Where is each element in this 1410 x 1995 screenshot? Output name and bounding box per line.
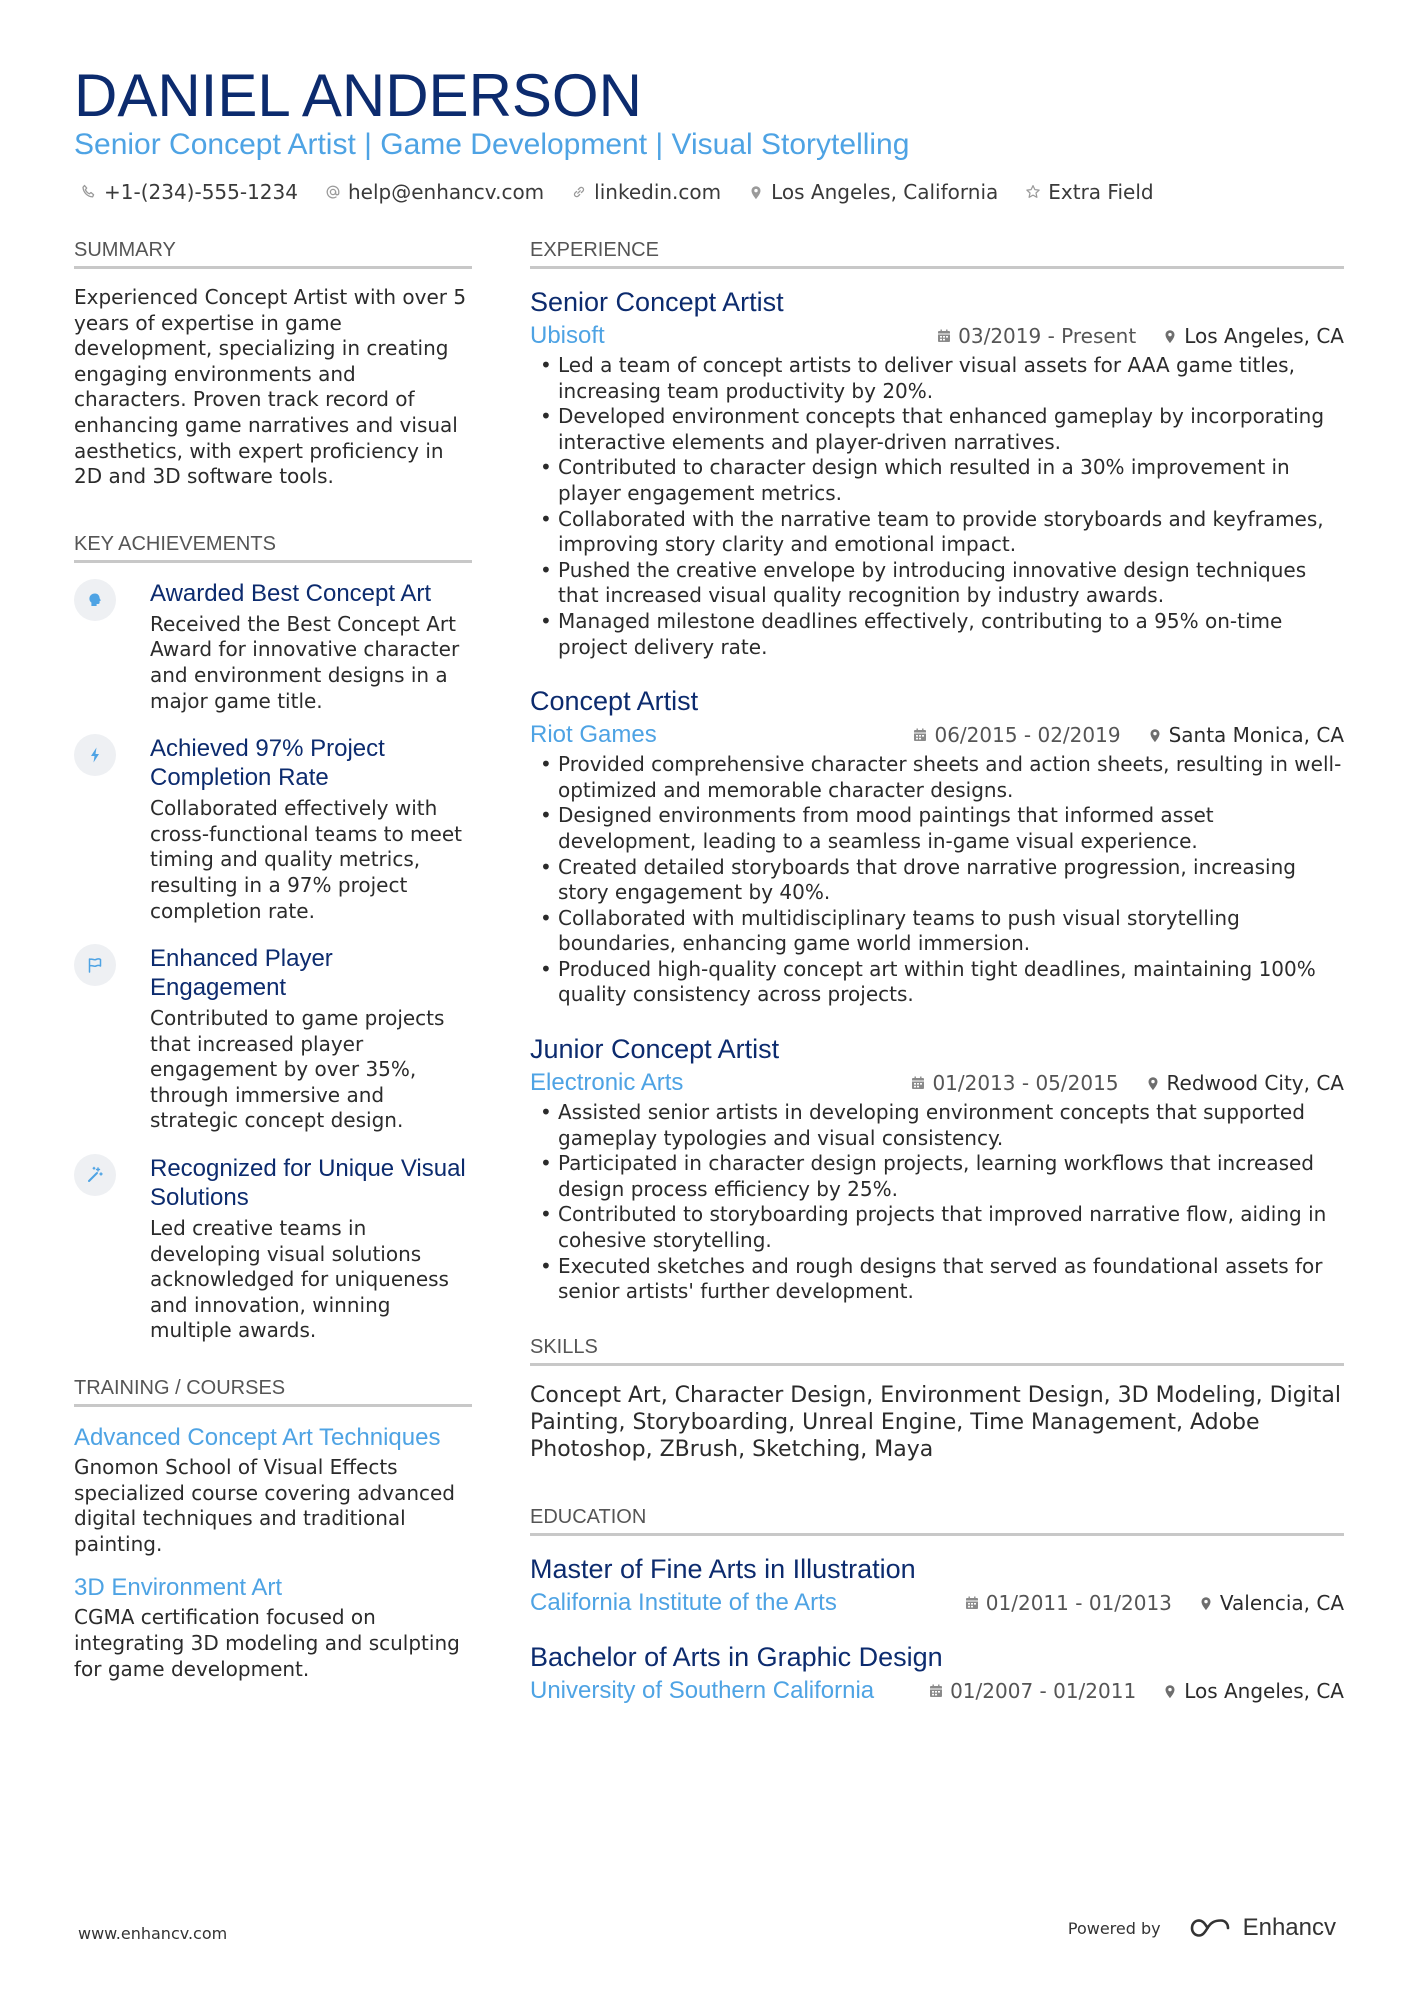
- bullet-item: • Developed environment concepts that enhanced gameplay by incorporating interactive elements and player-driven narratives.: [530, 404, 1344, 455]
- bullet-item: • Assisted senior artists in developing environment concepts that supported gameplay typologies and visual consistency.: [530, 1100, 1344, 1151]
- location-pin-icon: [1145, 1075, 1161, 1091]
- course-item: [74, 1423, 472, 1557]
- contact-bar: [80, 178, 1180, 206]
- calendar-icon: [910, 1075, 926, 1091]
- bullet-item: • Contributed to storyboarding projects that improved narrative flow, aiding in cohesive storytelling.: [530, 1202, 1344, 1253]
- bullet-item: • Provided comprehensive character sheets and action sheets, resulting in well-optimized and memorable character designs.: [530, 752, 1344, 803]
- job-location: Santa Monica, CA: [1168, 723, 1344, 748]
- training-section: [74, 1374, 472, 1682]
- location-pin-icon: [1198, 1595, 1214, 1611]
- experience-heading: EXPERIENCE: [530, 236, 1344, 269]
- bullet-item: • Collaborated with multidisciplinary teams to push visual storytelling boundaries, enhancing game world immersion.: [530, 906, 1344, 957]
- contact-linkedin-text: linkedin.com: [594, 180, 722, 204]
- brand-name: Enhancv: [1242, 1914, 1336, 1941]
- job-dates: 06/2015 - 02/2019: [934, 723, 1121, 748]
- achievement-title: Awarded Best Concept Art: [150, 579, 432, 607]
- education-entry: [530, 1552, 1344, 1620]
- degree-title: Bachelor of Arts in Graphic Design: [530, 1641, 943, 1672]
- education-dates: 01/2011 - 01/2013: [985, 1590, 1172, 1615]
- summary-section: [74, 236, 472, 490]
- bullet-item: • Participated in character design projects, learning workflows that increased design process efficiency by 25%.: [530, 1151, 1344, 1202]
- contact-linkedin[interactable]: [570, 180, 721, 204]
- course-title: Advanced Concept Art Techniques: [74, 1424, 441, 1452]
- summary-text: Experienced Concept Artist with over 5 years of expertise in game development, specializing in creating engaging environments and characters. Proven track record of enhancing game narratives and visual aesthetics, with expert proficiency in 2D and 3D software tools.: [74, 285, 467, 489]
- achievement-item: [74, 734, 472, 924]
- achievement-item: [74, 579, 472, 714]
- education-location: Los Angeles, CA: [1184, 1678, 1344, 1703]
- infinity-logo-icon: [1187, 1915, 1233, 1941]
- course-item: [74, 1573, 472, 1682]
- calendar-icon: [936, 328, 952, 344]
- job-title: Junior Concept Artist: [530, 1034, 780, 1065]
- job-dates: 01/2013 - 05/2015: [932, 1071, 1119, 1096]
- education-location: Valencia, CA: [1219, 1590, 1344, 1615]
- left-column: [74, 236, 472, 1698]
- company-name: Ubisoft: [530, 322, 605, 349]
- contact-phone[interactable]: [80, 180, 298, 204]
- bullet-item: • Managed milestone deadlines effectively, contributing to a 95% on-time project delivery rate.: [530, 609, 1344, 660]
- enhancv-logo[interactable]: [1187, 1914, 1336, 1942]
- calendar-icon: [964, 1595, 980, 1611]
- job-location: Redwood City, CA: [1166, 1071, 1344, 1096]
- location-pin-icon: [1162, 328, 1178, 344]
- course-title: 3D Environment Art: [74, 1574, 283, 1602]
- skills-section: [530, 1333, 1344, 1463]
- achievement-desc: Collaborated effectively with cross-functional teams to meet timing and quality metrics, resulting in a 97% project completion rate.: [150, 796, 462, 923]
- contact-location-text: Los Angeles, California: [771, 180, 999, 204]
- calendar-icon: [928, 1683, 944, 1699]
- bullet-item: • Executed sketches and rough designs that served as foundational assets for senior artists' further development.: [530, 1254, 1344, 1305]
- job-bullets: [530, 752, 1344, 1008]
- job-title: Concept Artist: [530, 686, 699, 717]
- bullet-item: • Led a team of concept artists to deliver visual assets for AAA game titles, increasing team productivity by 20%.: [530, 353, 1344, 404]
- contact-email-text: help@enhancv.com: [347, 180, 545, 204]
- achievement-item: [74, 944, 472, 1134]
- flag-icon: [74, 944, 116, 986]
- location-pin-icon: [1162, 1683, 1178, 1699]
- job-bullets: [530, 1100, 1344, 1305]
- magic-wand-icon: [74, 1154, 116, 1196]
- bullet-item: • Pushed the creative envelope by introducing innovative design techniques that increased visual quality recognition by industry awards.: [530, 558, 1344, 609]
- lightning-icon: [74, 734, 116, 776]
- course-desc: CGMA certification focused on integrating 3D modeling and sculpting for game development.: [74, 1605, 460, 1681]
- achievement-title: Recognized for Unique Visual Solutions: [150, 1155, 466, 1212]
- education-entry: [530, 1640, 1344, 1708]
- achievement-item: [74, 1154, 472, 1344]
- job-entry: [530, 285, 1344, 660]
- summary-heading: SUMMARY: [74, 236, 472, 269]
- brain-icon: [74, 579, 116, 621]
- candidate-name: DANIEL ANDERSON: [74, 62, 642, 129]
- training-heading: TRAINING / COURSES: [74, 1374, 472, 1407]
- location-pin-icon: [1147, 727, 1163, 743]
- calendar-icon: [912, 727, 928, 743]
- degree-title: Master of Fine Arts in Illustration: [530, 1553, 916, 1584]
- right-column: [530, 236, 1344, 1728]
- at-icon: [324, 183, 342, 201]
- job-title: Senior Concept Artist: [530, 287, 784, 317]
- job-bullets: [530, 353, 1344, 660]
- contact-location: [747, 180, 998, 204]
- location-pin-icon: [747, 183, 765, 201]
- job-entry: [530, 1032, 1344, 1305]
- achievement-desc: Received the Best Concept Art Award for innovative character and environment designs in a major game title.: [150, 611, 460, 713]
- contact-extra: [1024, 180, 1153, 204]
- achievement-title: Achieved 97% Project Completion Rate: [150, 735, 385, 792]
- skills-list: Concept Art, Character Design, Environment Design, 3D Modeling, Digital Painting, Storyboarding, Unreal Engine, Time Management, Adobe Photoshop, ZBrush, Sketching, Maya: [530, 1382, 1341, 1462]
- experience-section: [530, 236, 1344, 1305]
- candidate-headline: Senior Concept Artist | Game Development | Visual Storytelling: [74, 128, 910, 161]
- education-section: [530, 1503, 1344, 1708]
- skills-heading: SKILLS: [530, 1333, 1344, 1366]
- footer-website[interactable]: www.enhancv.com: [78, 1924, 228, 1943]
- job-location: Los Angeles, CA: [1184, 324, 1344, 348]
- link-icon: [570, 183, 588, 201]
- company-name: Riot Games: [530, 721, 657, 749]
- education-heading: EDUCATION: [530, 1503, 1344, 1536]
- achievement-desc: Led creative teams in developing visual solutions acknowledged for uniqueness and innovation, winning multiple awards.: [150, 1216, 449, 1343]
- bullet-item: • Produced high-quality concept art within tight deadlines, maintaining 100% quality consistency across projects.: [530, 957, 1344, 1008]
- bullet-item: • Designed environments from mood paintings that informed asset development, leading to a seamless in-game visual experience.: [530, 803, 1344, 854]
- school-name: University of Southern California: [530, 1676, 875, 1704]
- contact-extra-text: Extra Field: [1048, 180, 1154, 204]
- company-name: Electronic Arts: [530, 1069, 684, 1097]
- bullet-item: • Created detailed storyboards that drove narrative progression, increasing story engagement by 40%.: [530, 855, 1344, 906]
- contact-phone-text: +1-(234)-555-1234: [104, 180, 298, 204]
- course-desc: Gnomon School of Visual Effects specialized course covering advanced digital techniques and traditional painting.: [74, 1455, 456, 1556]
- achievements-section: [74, 530, 472, 1344]
- phone-icon: [80, 183, 98, 201]
- achievement-desc: Contributed to game projects that increased player engagement by over 35%, through immersive and strategic concept design.: [150, 1006, 445, 1133]
- bullet-item: • Collaborated with the narrative team to provide storyboards and keyframes, improving story clarity and emotional impact.: [530, 507, 1344, 558]
- achievements-heading: KEY ACHIEVEMENTS: [74, 530, 472, 563]
- powered-by-label: Powered by: [1067, 1918, 1161, 1938]
- achievement-title: Enhanced Player Engagement: [150, 945, 333, 1002]
- star-icon: [1024, 183, 1042, 201]
- job-entry: [530, 684, 1344, 1008]
- school-name: California Institute of the Arts: [530, 1588, 837, 1616]
- education-dates: 01/2007 - 01/2011: [950, 1678, 1137, 1703]
- contact-email[interactable]: [324, 180, 544, 204]
- bullet-item: • Contributed to character design which resulted in a 30% improvement in player engagement metrics.: [530, 455, 1344, 506]
- job-dates: 03/2019 - Present: [958, 324, 1137, 348]
- footer-branding: [1068, 1914, 1336, 1942]
